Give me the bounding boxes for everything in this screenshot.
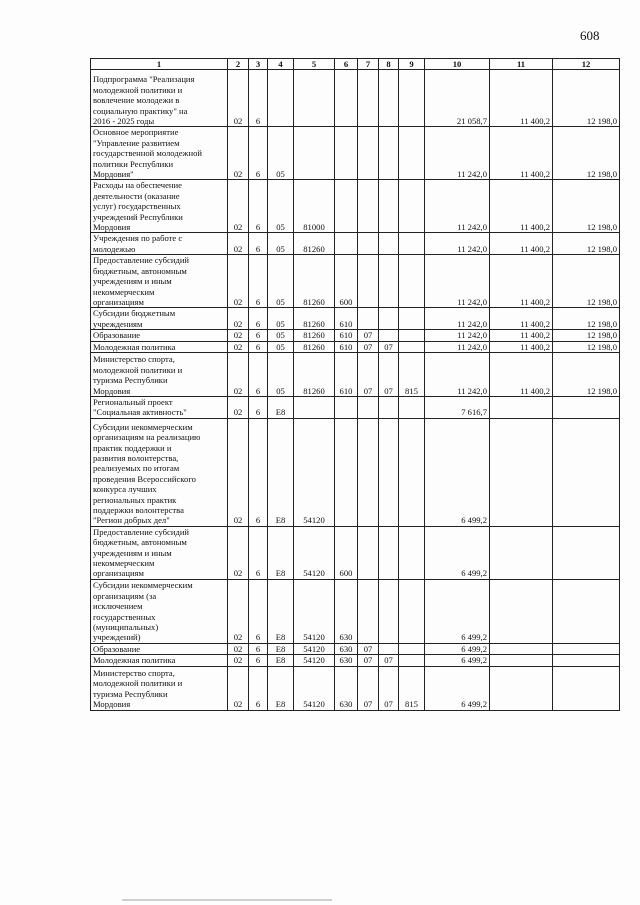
scan-artifact — [122, 899, 332, 901]
code-section: 02 — [228, 127, 249, 180]
amount-col-12 — [553, 526, 620, 579]
code-expense-type — [335, 70, 358, 127]
code-ministry — [399, 418, 425, 526]
code-chapter — [358, 308, 379, 330]
code-activity: 05 — [268, 127, 294, 180]
amount-col-12 — [553, 418, 620, 526]
code-activity: 05 — [268, 341, 294, 352]
amount-col-11: 11 400,2 — [490, 308, 553, 330]
code-expense-direction: 81260 — [294, 352, 335, 396]
code-section: 02 — [228, 70, 249, 127]
table-row — [91, 180, 620, 233]
code-section: 02 — [228, 180, 249, 233]
amount-col-12: 12 198,0 — [553, 330, 620, 341]
code-subsection: 6 — [249, 352, 268, 396]
code-chapter — [358, 180, 379, 233]
amount-col-10: 11 242,0 — [425, 233, 490, 255]
table-row — [91, 643, 620, 654]
code-expense-direction: 54120 — [294, 579, 335, 643]
amount-col-10: 11 242,0 — [425, 255, 490, 308]
amount-col-11: 11 400,2 — [490, 341, 553, 352]
row-name: Субсидии некоммерческим организациям на реализацию практик поддержки и развития волонтерства, реализуемых по итогам проведения Всероссийского конкурса лучших региональных практик поддержки волонтерства "Регион добрых дел" — [91, 418, 228, 526]
code-subsection: 6 — [249, 396, 268, 418]
table-row — [91, 233, 620, 255]
table-row — [91, 526, 620, 579]
row-name: Предоставление субсидий бюджетным, автономным учреждениям и иным некоммерческим организациям — [91, 526, 228, 579]
amount-col-11: 11 400,2 — [490, 233, 553, 255]
code-subchapter — [379, 418, 399, 526]
code-subsection: 6 — [249, 341, 268, 352]
code-activity: 05 — [268, 233, 294, 255]
code-expense-type: 630 — [335, 666, 358, 710]
code-expense-direction — [294, 70, 335, 127]
amount-col-10: 11 242,0 — [425, 330, 490, 341]
amount-col-11: 11 400,2 — [490, 70, 553, 127]
amount-col-12: 12 198,0 — [553, 352, 620, 396]
code-subchapter: 07 — [379, 655, 399, 666]
row-name: Расходы на обеспечение деятельности (оказание услуг) государственных учреждений Республики Мордовия — [91, 180, 228, 233]
code-ministry — [399, 233, 425, 255]
code-expense-type: 610 — [335, 352, 358, 396]
code-subsection: 6 — [249, 330, 268, 341]
code-expense-direction: 54120 — [294, 526, 335, 579]
code-activity: Е8 — [268, 418, 294, 526]
column-header: 2 — [228, 59, 249, 70]
code-subsection: 6 — [249, 233, 268, 255]
code-expense-direction: 54120 — [294, 643, 335, 654]
amount-col-12: 12 198,0 — [553, 70, 620, 127]
code-activity: 05 — [268, 255, 294, 308]
code-expense-type — [335, 180, 358, 233]
amount-col-12 — [553, 643, 620, 654]
code-section: 02 — [228, 396, 249, 418]
column-header: 10 — [425, 59, 490, 70]
code-ministry — [399, 579, 425, 643]
code-subchapter — [379, 180, 399, 233]
code-expense-type — [335, 233, 358, 255]
page-number: 608 — [580, 28, 600, 43]
code-expense-direction — [294, 396, 335, 418]
code-expense-type — [335, 127, 358, 180]
code-section: 02 — [228, 579, 249, 643]
code-subsection: 6 — [249, 308, 268, 330]
code-subchapter — [379, 308, 399, 330]
row-name: Предоставление субсидий бюджетным, автономным учреждениям и иным некоммерческим организациям — [91, 255, 228, 308]
column-header: 9 — [399, 59, 425, 70]
code-section: 02 — [228, 526, 249, 579]
code-activity: Е8 — [268, 643, 294, 654]
amount-col-10: 6 499,2 — [425, 526, 490, 579]
code-ministry — [399, 341, 425, 352]
code-chapter: 07 — [358, 666, 379, 710]
code-subsection: 6 — [249, 127, 268, 180]
code-chapter: 07 — [358, 655, 379, 666]
column-header: 3 — [249, 59, 268, 70]
code-section: 02 — [228, 308, 249, 330]
code-subsection: 6 — [249, 655, 268, 666]
table-row — [91, 655, 620, 666]
code-expense-direction: 81000 — [294, 180, 335, 233]
column-header: 1 — [91, 59, 228, 70]
table-row — [91, 396, 620, 418]
amount-col-11 — [490, 418, 553, 526]
table-row — [91, 255, 620, 308]
code-activity: Е8 — [268, 396, 294, 418]
amount-col-10: 11 242,0 — [425, 341, 490, 352]
code-subsection: 6 — [249, 643, 268, 654]
code-expense-direction: 81260 — [294, 330, 335, 341]
amount-col-10: 6 499,2 — [425, 666, 490, 710]
amount-col-11 — [490, 579, 553, 643]
code-activity: 05 — [268, 330, 294, 341]
code-section: 02 — [228, 666, 249, 710]
code-chapter: 07 — [358, 352, 379, 396]
code-chapter — [358, 255, 379, 308]
table-row — [91, 666, 620, 710]
code-chapter: 07 — [358, 643, 379, 654]
code-expense-direction: 81260 — [294, 255, 335, 308]
code-subsection: 6 — [249, 418, 268, 526]
row-name: Образование — [91, 643, 228, 654]
code-subchapter — [379, 643, 399, 654]
code-activity — [268, 70, 294, 127]
code-chapter — [358, 70, 379, 127]
amount-col-12: 12 198,0 — [553, 233, 620, 255]
column-header: 12 — [553, 59, 620, 70]
code-expense-type — [335, 418, 358, 526]
amount-col-11 — [490, 643, 553, 654]
amount-col-10: 11 242,0 — [425, 127, 490, 180]
code-subsection: 6 — [249, 255, 268, 308]
code-ministry — [399, 255, 425, 308]
table-row — [91, 330, 620, 341]
code-activity: 05 — [268, 352, 294, 396]
amount-col-10: 21 058,7 — [425, 70, 490, 127]
code-subchapter — [379, 526, 399, 579]
code-subchapter: 07 — [379, 352, 399, 396]
code-chapter — [358, 396, 379, 418]
row-name: Образование — [91, 330, 228, 341]
header-row — [91, 59, 620, 70]
code-subchapter — [379, 233, 399, 255]
code-ministry — [399, 526, 425, 579]
amount-col-10: 6 499,2 — [425, 418, 490, 526]
amount-col-11: 11 400,2 — [490, 127, 553, 180]
amount-col-11: 11 400,2 — [490, 255, 553, 308]
code-expense-type — [335, 396, 358, 418]
code-chapter — [358, 579, 379, 643]
amount-col-10: 7 616,7 — [425, 396, 490, 418]
row-name: Субсидии некоммерческим организациям (за исключением государственных (муниципальных) учреждений) — [91, 579, 228, 643]
column-header: 5 — [294, 59, 335, 70]
code-activity: 05 — [268, 180, 294, 233]
table-row — [91, 579, 620, 643]
code-chapter: 07 — [358, 341, 379, 352]
code-expense-type: 610 — [335, 308, 358, 330]
amount-col-12: 12 198,0 — [553, 308, 620, 330]
code-expense-direction: 54120 — [294, 666, 335, 710]
column-header: 6 — [335, 59, 358, 70]
column-header: 7 — [358, 59, 379, 70]
code-ministry — [399, 308, 425, 330]
code-subchapter — [379, 330, 399, 341]
code-subchapter — [379, 579, 399, 643]
code-activity: Е8 — [268, 666, 294, 710]
code-section: 02 — [228, 643, 249, 654]
amount-col-12: 12 198,0 — [553, 255, 620, 308]
code-activity: Е8 — [268, 579, 294, 643]
column-header: 11 — [490, 59, 553, 70]
code-expense-direction: 54120 — [294, 418, 335, 526]
code-chapter — [358, 127, 379, 180]
code-ministry — [399, 127, 425, 180]
code-chapter — [358, 526, 379, 579]
row-name: Учреждения по работе с молодежью — [91, 233, 228, 255]
code-subsection: 6 — [249, 70, 268, 127]
amount-col-12: 12 198,0 — [553, 180, 620, 233]
amount-col-12 — [553, 655, 620, 666]
code-ministry — [399, 396, 425, 418]
amount-col-12 — [553, 666, 620, 710]
table-row — [91, 127, 620, 180]
code-ministry — [399, 655, 425, 666]
code-activity: 05 — [268, 308, 294, 330]
code-ministry: 815 — [399, 352, 425, 396]
code-expense-type: 600 — [335, 255, 358, 308]
amount-col-11 — [490, 526, 553, 579]
amount-col-10: 11 242,0 — [425, 308, 490, 330]
code-expense-type: 600 — [335, 526, 358, 579]
code-section: 02 — [228, 255, 249, 308]
code-expense-type: 630 — [335, 643, 358, 654]
table-row — [91, 352, 620, 396]
code-section: 02 — [228, 341, 249, 352]
table-row — [91, 418, 620, 526]
row-name: Молодежная политика — [91, 655, 228, 666]
code-section: 02 — [228, 330, 249, 341]
code-section: 02 — [228, 655, 249, 666]
code-chapter — [358, 418, 379, 526]
code-ministry — [399, 70, 425, 127]
code-expense-type: 630 — [335, 579, 358, 643]
code-ministry — [399, 330, 425, 341]
code-expense-type: 630 — [335, 655, 358, 666]
row-name: Министерство спорта, молодежной политики и туризма Республики Мордовия — [91, 666, 228, 710]
code-ministry — [399, 643, 425, 654]
code-chapter — [358, 233, 379, 255]
code-expense-direction: 81260 — [294, 341, 335, 352]
code-expense-type: 610 — [335, 330, 358, 341]
code-subsection: 6 — [249, 180, 268, 233]
code-subchapter — [379, 255, 399, 308]
code-ministry — [399, 180, 425, 233]
row-name: Подпрограмма "Реализация молодежной политики и вовлечение молодежи в социальную практику" на 2016 - 2025 годы — [91, 70, 228, 127]
row-name: Региональный проект "Социальная активность" — [91, 396, 228, 418]
amount-col-10: 11 242,0 — [425, 180, 490, 233]
amount-col-10: 6 499,2 — [425, 655, 490, 666]
code-expense-direction: 81260 — [294, 308, 335, 330]
code-section: 02 — [228, 352, 249, 396]
code-expense-direction — [294, 127, 335, 180]
amount-col-11: 11 400,2 — [490, 330, 553, 341]
amount-col-11 — [490, 655, 553, 666]
code-activity: Е8 — [268, 655, 294, 666]
amount-col-12: 12 198,0 — [553, 341, 620, 352]
amount-col-10: 6 499,2 — [425, 579, 490, 643]
code-subsection: 6 — [249, 579, 268, 643]
table-row — [91, 308, 620, 330]
amount-col-12: 12 198,0 — [553, 127, 620, 180]
amount-col-11 — [490, 666, 553, 710]
amount-col-10: 11 242,0 — [425, 352, 490, 396]
code-activity: Е8 — [268, 526, 294, 579]
row-name: Основное мероприятие "Управление развитием государственной молодежной политики Республики Мордовия" — [91, 127, 228, 180]
code-subsection: 6 — [249, 666, 268, 710]
code-subchapter — [379, 70, 399, 127]
row-name: Субсидии бюджетным учреждениям — [91, 308, 228, 330]
table-row — [91, 70, 620, 127]
code-expense-direction: 54120 — [294, 655, 335, 666]
code-subchapter: 07 — [379, 666, 399, 710]
code-expense-type: 610 — [335, 341, 358, 352]
code-subsection: 6 — [249, 526, 268, 579]
amount-col-10: 6 499,2 — [425, 643, 490, 654]
code-subchapter — [379, 396, 399, 418]
amount-col-11: 11 400,2 — [490, 180, 553, 233]
budget-table — [90, 58, 620, 711]
amount-col-11: 11 400,2 — [490, 352, 553, 396]
amount-col-12 — [553, 396, 620, 418]
code-subchapter: 07 — [379, 341, 399, 352]
code-chapter: 07 — [358, 330, 379, 341]
code-subchapter — [379, 127, 399, 180]
column-header: 8 — [379, 59, 399, 70]
table-row — [91, 341, 620, 352]
row-name: Молодежная политика — [91, 341, 228, 352]
column-header: 4 — [268, 59, 294, 70]
code-expense-direction: 81260 — [294, 233, 335, 255]
amount-col-12 — [553, 579, 620, 643]
code-section: 02 — [228, 233, 249, 255]
row-name: Министерство спорта, молодежной политики и туризма Республики Мордовия — [91, 352, 228, 396]
code-section: 02 — [228, 418, 249, 526]
code-ministry: 815 — [399, 666, 425, 710]
amount-col-11 — [490, 396, 553, 418]
